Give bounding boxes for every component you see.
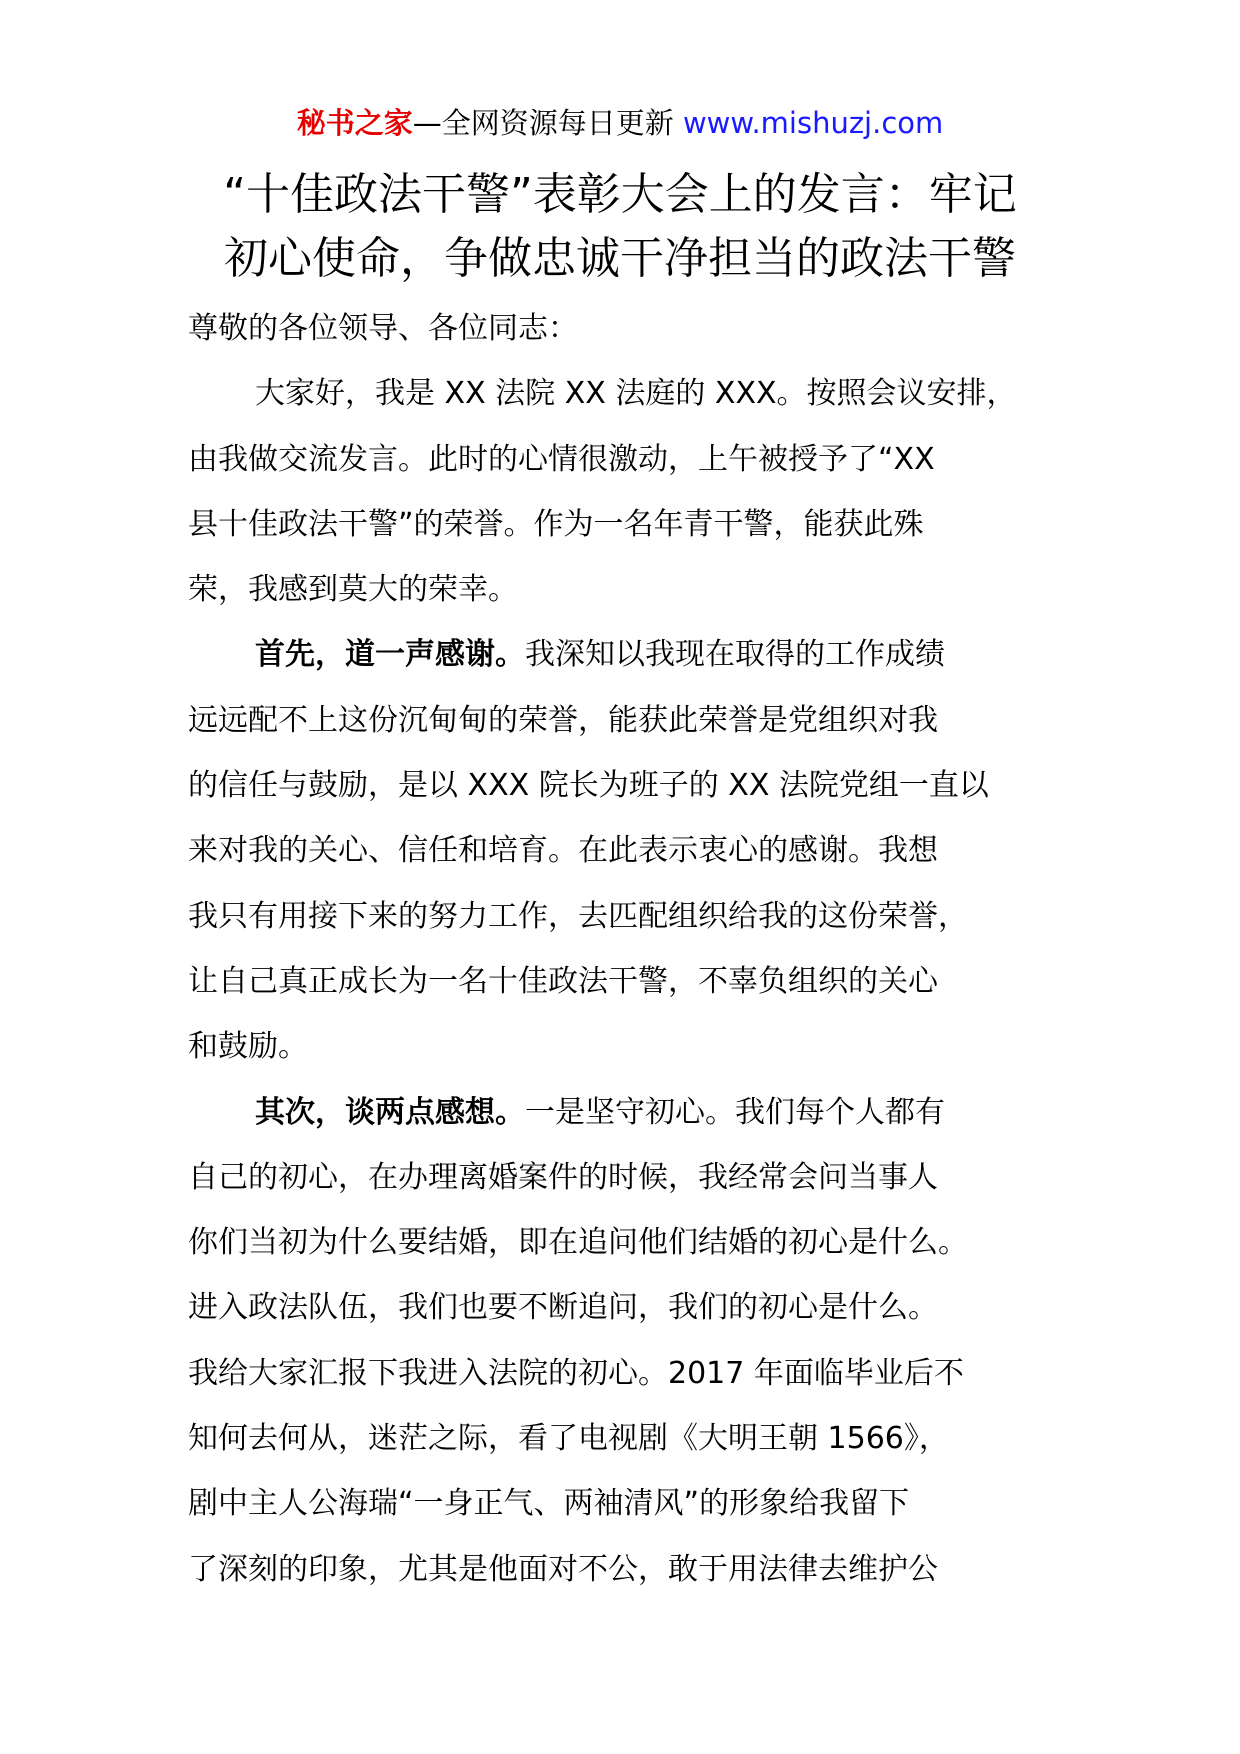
document-body (188, 296, 1063, 1602)
paragraph-1-line: 大家好，我是 XX 法院 XX 法庭的 XXX。按照会议安排， (255, 376, 1017, 412)
paragraph-3-line: 进入政法队伍，我们也要不断追问，我们的初心是什么。 (188, 1290, 938, 1326)
paragraph-2-line: 我只有用接下来的努力工作，去匹配组织给我的这份荣誉， (188, 898, 968, 934)
paragraph-2-line (188, 622, 1063, 687)
paragraph-3-line: 自己的初心，在办理离婚案件的时候，我经常会问当事人 (188, 1159, 938, 1195)
site-url-link[interactable]: www.mishuzj.com (682, 106, 944, 140)
paragraph-3-line: 我给大家汇报下我进入法院的初心。2017 年面临毕业后不 (188, 1355, 964, 1391)
paragraph-2-text: 我深知以我现在取得的工作成绩 (525, 637, 945, 673)
paragraph-3-line (188, 1080, 1063, 1145)
paragraph-1-line: 由我做交流发言。此时的心情很激动，上午被授予了“XX (188, 441, 935, 477)
paragraph-2-line: 的信任与鼓励，是以 XXX 院长为班子的 XX 法院党组一直以 (188, 768, 989, 804)
paragraph-3-text: 一是坚守初心。我们每个人都有 (525, 1094, 945, 1130)
document-title (150, 163, 1090, 291)
title-line-1: “十佳政法干警”表彰大会上的发言：牢记 (223, 169, 1017, 220)
header-tagline: —全网资源每日更新 (412, 106, 683, 140)
paragraph-2-line: 来对我的关心、信任和培育。在此表示衷心的感谢。我想 (188, 833, 938, 869)
paragraph-3-heading: 其次，谈两点感想。 (255, 1094, 525, 1130)
paragraph-2-line: 远远配不上这份沉甸甸的荣誉，能获此荣誉是党组织对我 (188, 702, 938, 738)
brand-name: 秘书之家 (296, 106, 413, 140)
paragraph-2-line: 让自己真正成长为一名十佳政法干警，不辜负组织的关心 (188, 963, 938, 999)
site-header (0, 103, 1240, 143)
paragraph-3-line: 你们当初为什么要结婚，即在追问他们结婚的初心是什么。 (188, 1225, 968, 1261)
title-line-2: 初心使命，争做忠诚干净担当的政法干警 (224, 233, 1016, 284)
paragraph-2-heading: 首先，道一声感谢。 (255, 637, 525, 673)
paragraph-3-line: 剧中主人公海瑞“一身正气、两袖清风”的形象给我留下 (188, 1486, 910, 1522)
paragraph-3-line: 知何去何从，迷茫之际，看了电视剧《大明王朝 1566》， (188, 1421, 949, 1457)
paragraph-2-line: 和鼓励。 (188, 1029, 308, 1065)
paragraph-1-line: 县十佳政法干警”的荣誉。作为一名年青干警，能获此殊 (188, 506, 924, 542)
salutation: 尊敬的各位领导、各位同志： (188, 311, 578, 346)
paragraph-1-line: 荣，我感到莫大的荣幸。 (188, 572, 518, 608)
paragraph-3-line: 了深刻的印象，尤其是他面对不公，敢于用法律去维护公 (188, 1551, 938, 1587)
